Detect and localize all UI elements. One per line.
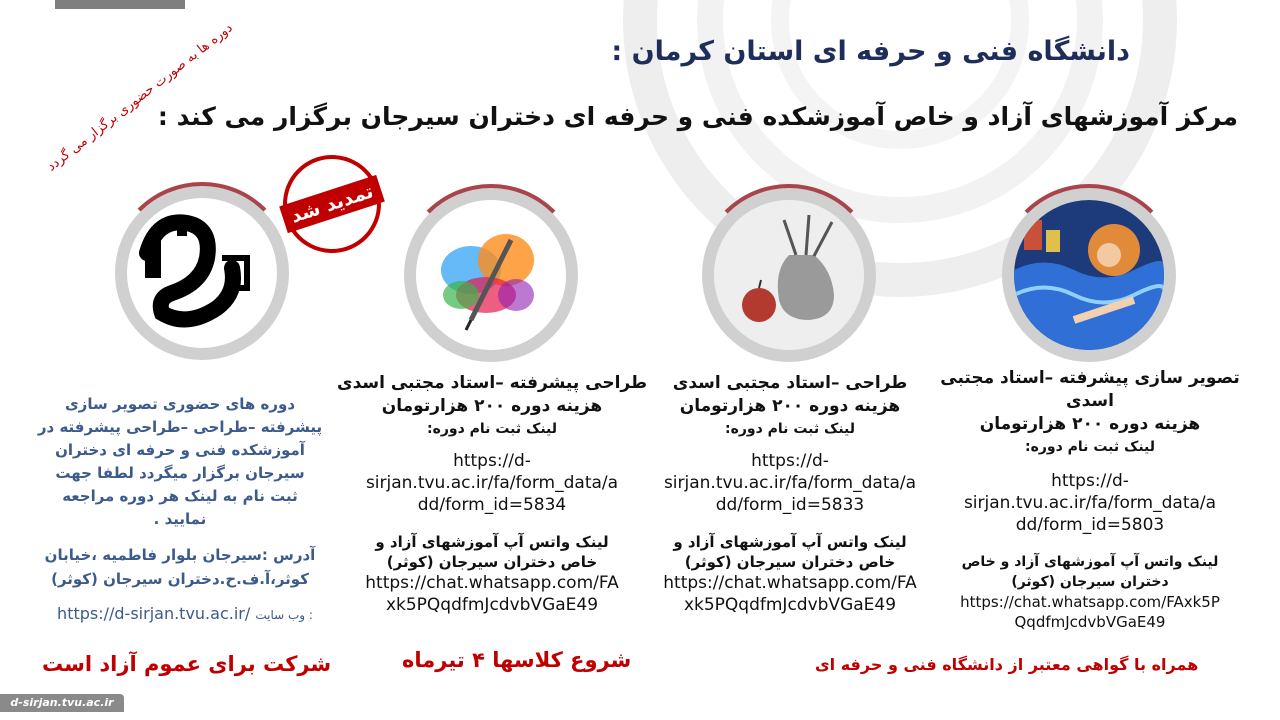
registration-label: لینک ثبت نام دوره: xyxy=(724,421,856,437)
course-title: تصویر سازی پیشرفته –استاد مجتبی اسدی xyxy=(940,368,1240,411)
link-line: https://d- xyxy=(453,451,531,471)
address-line: کوثر،آ.ف.ح.دختران سیرجان (کوثر) xyxy=(51,570,309,588)
whatsapp-label-line: لینک واتس آپ آموزشهای آزاد و خاص xyxy=(961,554,1219,570)
link-line: https://d- xyxy=(1051,471,1129,491)
course-image-circle-1 xyxy=(1014,200,1164,350)
course-fee: هزینه دوره ۲۰۰ هزارتومان xyxy=(679,396,901,416)
course-fee: هزینه دوره ۲۰۰ هزارتومان xyxy=(979,414,1201,434)
course-title: طراحی –استاد مجتبی اسدی xyxy=(672,373,908,393)
course-info-text xyxy=(30,393,330,531)
course-column-3 xyxy=(322,372,662,616)
page-title: دانشگاه فنی و حرفه ای استان کرمان : xyxy=(611,36,1130,67)
registration-label: لینک ثبت نام دوره: xyxy=(426,421,558,437)
whatsapp-label-line: خاص دختران سیرجان (کوثر) xyxy=(386,553,598,571)
side-note: دوره ها به صورت حضوری برگزار می گردد xyxy=(44,20,236,175)
info-line: آموزشکده فنی و حرفه ای دختران xyxy=(55,441,305,459)
course-image-circle-3 xyxy=(416,200,566,350)
page-subtitle: مرکز آموزشهای آزاد و خاص آموزشکده فنی و حرفه ای دختران سیرجان برگزار می کند : xyxy=(157,102,1238,131)
whatsapp-label-line: لینک واتس آپ آموزشهای آزاد و xyxy=(375,533,609,551)
registration-label: لینک ثبت نام دوره: xyxy=(1024,439,1156,455)
course-column-1 xyxy=(920,367,1260,632)
address-line: آدرس :سیرجان بلوار فاطمیه ،خیابان xyxy=(44,546,316,564)
logo-circle xyxy=(127,198,277,348)
whatsapp-label-line: لینک واتس آپ آموزشهای آزاد و xyxy=(673,533,907,551)
whatsapp-link[interactable] xyxy=(620,572,960,616)
course-title: طراحی پیشرفته –استاد مجتبی اسدی xyxy=(336,373,647,393)
link-line: sirjan.tvu.ac.ir/fa/form_data/a xyxy=(663,473,917,493)
whatsapp-label xyxy=(322,532,662,572)
website xyxy=(40,604,330,623)
link-line: https://d- xyxy=(751,451,829,471)
university-logo-icon xyxy=(127,198,277,348)
link-line: dd/form_id=5834 xyxy=(417,495,567,515)
info-line: پیشرفته –طراحی –طراحی پیشرفته در xyxy=(37,418,323,436)
whatsapp-link-line: https://chat.whatsapp.com/FA xyxy=(663,573,917,593)
registration-link[interactable] xyxy=(322,450,662,516)
whatsapp-link[interactable] xyxy=(322,572,662,616)
website-link[interactable]: https://d-sirjan.tvu.ac.ir/ xyxy=(57,604,251,623)
whatsapp-label-line: خاص دختران سیرجان (کوثر) xyxy=(684,553,896,571)
info-line: ثبت نام به لینک هر دوره مراجعه xyxy=(62,487,298,505)
address xyxy=(30,543,330,591)
registration-link[interactable] xyxy=(620,450,960,516)
info-line: دوره های حضوری تصویر سازی xyxy=(64,395,296,413)
link-line: sirjan.tvu.ac.ir/fa/form_data/a xyxy=(963,493,1217,513)
whatsapp-label xyxy=(920,552,1260,592)
paint-splash-icon xyxy=(416,200,566,350)
whatsapp-link-line: https://chat.whatsapp.com/FAxk5P xyxy=(960,593,1220,611)
course-column-2 xyxy=(620,372,960,616)
still-life-sketch-icon xyxy=(714,200,864,350)
start-date-note: شروع کلاسها ۴ تیرماه xyxy=(402,648,632,672)
whatsapp-link-line: xk5PQqdfmJcdvbVGaE49 xyxy=(683,595,897,615)
whatsapp-label xyxy=(620,532,960,572)
whatsapp-label-line: دختران سیرجان (کوثر) xyxy=(1011,574,1169,590)
whatsapp-link-line: https://chat.whatsapp.com/FA xyxy=(365,573,619,593)
whatsapp-link-line: QqdfmJcdvbVGaE49 xyxy=(1014,613,1166,631)
open-to-public-note: شرکت برای عموم آزاد است xyxy=(42,652,332,676)
registration-link[interactable] xyxy=(920,470,1260,536)
course-fee: هزینه دوره ۲۰۰ هزارتومان xyxy=(381,396,603,416)
site-badge: d-sirjan.tvu.ac.ir xyxy=(0,694,124,712)
info-line: نمایید . xyxy=(153,510,207,528)
link-line: dd/form_id=5833 xyxy=(715,495,865,515)
whatsapp-link[interactable] xyxy=(920,592,1260,632)
stamp-label: تمدید شد xyxy=(280,175,385,233)
info-line: سیرجان برگزار میگردد لطفا جهت xyxy=(55,464,305,482)
link-line: dd/form_id=5803 xyxy=(1015,515,1165,535)
course-image-circle-2 xyxy=(714,200,864,350)
link-line: sirjan.tvu.ac.ir/fa/form_data/a xyxy=(365,473,619,493)
illustration-painting-icon xyxy=(1014,200,1164,350)
certificate-note: همراه با گواهی معتبر از دانشگاه فنی و حرفه ای xyxy=(815,655,1199,674)
whatsapp-link-line: xk5PQqdfmJcdvbVGaE49 xyxy=(385,595,599,615)
top-bar xyxy=(55,0,185,9)
website-label: : وب سایت xyxy=(255,608,313,622)
